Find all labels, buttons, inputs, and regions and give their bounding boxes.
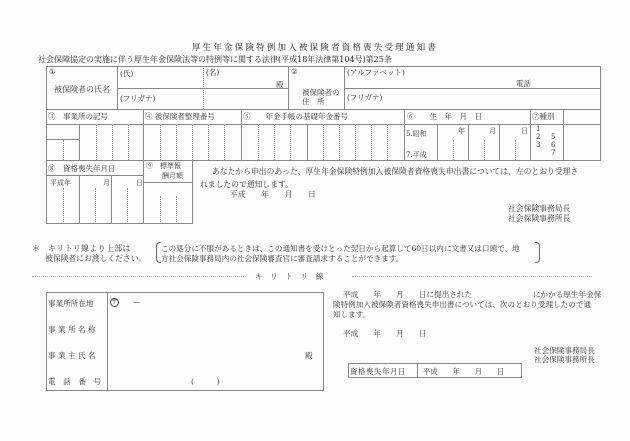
business-name-label: 事 業 所 名 称 — [48, 325, 96, 334]
instruction-marker: ＊ — [32, 244, 40, 253]
loss-month: 月 — [103, 179, 110, 187]
upper-notice-line2: れましたので通知します。 — [200, 180, 293, 189]
birth-month: 月 — [489, 127, 496, 135]
loss-date-value[interactable]: 平成 年 月 日 — [423, 367, 505, 376]
lower-issuer-line2: 社会保険事務所長 — [534, 355, 595, 364]
loss-day: 日 — [136, 179, 143, 187]
phone-number-label: 電 話 番 号 — [48, 377, 102, 386]
surname-label[interactable]: (氏) — [120, 69, 134, 78]
appeal-line2: 方社会保険事務局内の社会保険審査官に審査請求することができます。 — [161, 254, 404, 263]
type-option-3[interactable]: 3 — [536, 141, 541, 149]
owner-name-label: 事 業 主 氏 名 — [48, 351, 96, 360]
field4-label: ④ 被保険者整理番号 — [145, 112, 215, 121]
lower-notice-line3: 知します。 — [333, 310, 371, 319]
lower-honorific: 殿 — [305, 351, 313, 360]
type-option-6[interactable]: 6 — [551, 141, 556, 149]
field2-number: ② — [291, 67, 298, 76]
field9-label-line1: ⑨ 標準報 — [146, 162, 181, 170]
upper-notice-date: 平成 年 月 日 — [230, 190, 316, 199]
lower-notice-line1: 平成 年 月 日に提出された にかかる厚生年金保 — [343, 290, 602, 299]
birth-day: 日 — [521, 127, 528, 135]
address-furigana-label[interactable]: (フリガナ) — [347, 93, 383, 102]
type-option-5[interactable]: 5 — [551, 133, 556, 141]
lower-notice-line2: 険特例加入被保険者資格喪失申出書については、次のとおり受理したので通 — [333, 300, 592, 309]
cut-line-left — [32, 276, 244, 277]
document-title: 厚生年金保険特例加入被保険者資格喪失受理通知書 — [191, 43, 439, 53]
phone-number-field[interactable]: ( ) — [191, 377, 220, 386]
field7-label: ⑦種別 — [532, 112, 555, 121]
name-furigana-label[interactable]: (フリガナ) — [120, 94, 156, 103]
legal-basis: 社会保障協定の実施に伴う厚生年金保険法等の特例等に関する法律(平成18年法律第104号)第25条 — [38, 55, 392, 64]
postal-mark-icon: 〒 — [111, 299, 118, 306]
field6-label: ⑥ 生 年 月 日 — [407, 112, 482, 121]
loss-era: 平成年 — [50, 179, 71, 187]
era-showa[interactable]: 5.昭和 — [406, 130, 427, 138]
given-name-label[interactable]: (名) — [206, 68, 220, 77]
type-option-2[interactable]: 2 — [536, 133, 541, 141]
appeal-bracket-right — [535, 242, 540, 263]
honorific: 殿 — [276, 80, 284, 89]
alphabet-label[interactable]: (アルファベット) — [347, 68, 405, 77]
field5-label: ⑤ 年金手帳の基礎年金番号 — [243, 112, 348, 121]
field2-label-line2: 住 所 — [302, 97, 325, 106]
lower-notice-date: 平成 年 月 日 — [343, 329, 427, 338]
field1-label: 被保険者の氏名 — [54, 85, 110, 94]
field3-label: ③ 事業所の記号 — [48, 112, 108, 121]
instruction-line2: 被保険者にお渡しください。 — [45, 254, 147, 263]
upper-issuer-line2: 社会保険事務所長 — [508, 214, 571, 223]
birth-year: 年 — [458, 127, 465, 135]
field9-label-line2: 酬月額 — [162, 172, 183, 180]
cut-line-right — [352, 276, 592, 277]
loss-date-label: 資格喪失年月日 — [350, 367, 406, 376]
field8-label: ⑧ 資格喪失年月日 — [48, 164, 116, 173]
upper-notice-line1: あなたから申出のあった、厚生年金保険特例加入被保険者資格喪失申出書については、左のとおり受理さ — [212, 167, 579, 176]
postal-field[interactable]: 〒 — — [111, 297, 141, 306]
phone-label[interactable]: 電話 — [516, 79, 531, 88]
field1-number: ① — [49, 67, 56, 76]
instruction-line1: キリトリ線より上部は — [48, 244, 131, 253]
field2-label-line1: 被保険者の — [302, 88, 340, 97]
upper-issuer-line1: 社会保険事務局長 — [508, 204, 571, 213]
type-option-1[interactable]: 1 — [536, 125, 541, 133]
era-heisei[interactable]: 7.平成 — [406, 151, 427, 159]
address-label: 事業所所在地 — [48, 299, 94, 308]
type-option-7[interactable]: 7 — [551, 149, 556, 157]
lower-issuer-line1: 社会保険事務局長 — [534, 346, 595, 355]
cut-line-label: キ リ ト リ 線 — [255, 272, 324, 281]
appeal-line1: この処分に不服があるときは、この通知書を受けとった翌日から起算して60日以内に文書又は口頭で、地 — [161, 244, 520, 253]
